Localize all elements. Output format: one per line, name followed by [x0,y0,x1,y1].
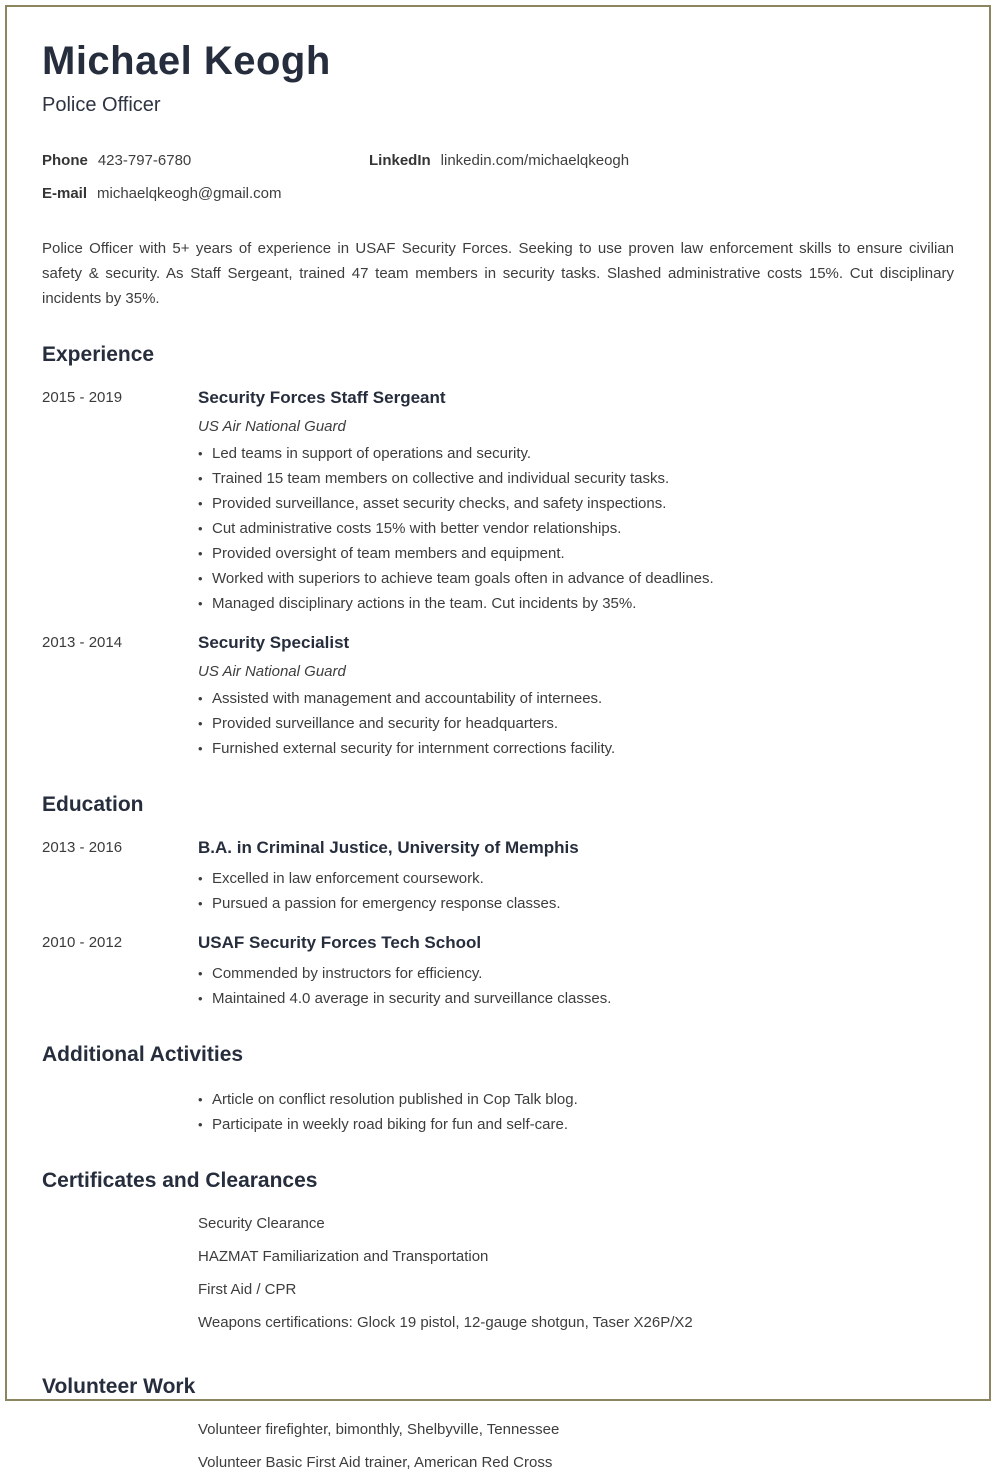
additional-activities-body [42,1085,954,1137]
resume-header [42,38,954,210]
bullet-dot-icon [198,1087,212,1112]
bullet-item: • Cut administrative costs 15% with better vendor relationships. [198,516,954,541]
bullet-item: • Pursued a passion for emergency response classes. [198,891,954,916]
entry-title: USAF Security Forces Tech School [198,933,482,952]
bullet-item: • Furnished external security for internment corrections facility. [198,736,954,761]
section-heading-additional-activities: Additional Activities [42,1043,244,1066]
entry-bullets [198,441,954,616]
bullet-item: • Provided oversight of team members and equipment. [198,541,954,566]
bullet-item: • Excelled in law enforcement coursework. [198,866,954,891]
bullet-dot-icon [198,891,212,916]
bullet-dot-icon [198,441,212,466]
contact-phone [42,152,369,169]
certificate-item: Weapons certifications: Glock 19 pistol, 12-gauge shotgun, Taser X26P/X2 [198,1314,693,1331]
bullet-item: • Maintained 4.0 average in security and surveillance classes. [198,986,954,1011]
entry-bullets [198,1087,954,1137]
education-entry [42,930,954,1011]
email-value: michaelqkeogh@gmail.com [97,185,282,202]
entry-title: B.A. in Criminal Justice, University of Memphis [198,838,579,857]
bullet-dot-icon [198,516,212,541]
candidate-job-title: Police Officer [42,94,161,116]
section-heading-experience: Experience [42,343,155,366]
volunteer-body [42,1417,954,1483]
bullet-item: • Trained 15 team members on collective and individual security tasks. [198,466,954,491]
entry-bullets [198,961,954,1011]
entry-dates: 2013 - 2014 [42,634,123,651]
bullet-item: • Provided surveillance, asset security checks, and safety inspections. [198,491,954,516]
entry-organization: US Air National Guard [198,418,346,435]
section-heading-volunteer: Volunteer Work [42,1375,196,1398]
bullet-dot-icon [198,591,212,616]
professional-summary: Police Officer with 5+ years of experience in USAF Security Forces. Seeking to use proven law enforcement skills to ensure civilian safety & security. As Staff Sergeant, trained 47 team members in security tasks. Slashed administrative costs 15%. Cut disciplinary incidents by 35%. [42,240,954,307]
linkedin-label: LinkedIn [369,152,431,169]
bullet-dot-icon [198,961,212,986]
email-label: E-mail [42,185,88,202]
bullet-dot-icon [198,866,212,891]
section-heading-education: Education [42,793,144,816]
bullet-item: • Worked with superiors to achieve team goals often in advance of deadlines. [198,566,954,591]
volunteer-item: Volunteer firefighter, bimonthly, Shelbyville, Tennessee [198,1421,560,1438]
bullet-item: • Managed disciplinary actions in the team. Cut incidents by 35%. [198,591,954,616]
bullet-dot-icon [198,736,212,761]
bullet-item: • Article on conflict resolution published in Cop Talk blog. [198,1087,954,1112]
bullet-dot-icon [198,566,212,591]
entry-dates: 2013 - 2016 [42,839,123,856]
certificate-item: HAZMAT Familiarization and Transportation [198,1248,489,1265]
bullet-item: • Led teams in support of operations and security. [198,441,954,466]
linkedin-value: linkedin.com/michaelqkeogh [440,152,630,169]
contact-linkedin [369,152,954,169]
bullet-dot-icon [198,686,212,711]
bullet-dot-icon [198,541,212,566]
entry-dates: 2015 - 2019 [42,389,123,406]
phone-label: Phone [42,152,88,169]
certificate-item: First Aid / CPR [198,1281,297,1298]
contact-email [42,185,369,202]
phone-value: 423-797-6780 [97,152,192,169]
contact-section [42,144,954,210]
education-entry [42,835,954,916]
entry-title: Security Forces Staff Sergeant [198,388,446,407]
bullet-item: • Commended by instructors for efficiency. [198,961,954,986]
bullet-dot-icon [198,711,212,736]
bullet-item: • Assisted with management and accountability of internees. [198,686,954,711]
entry-title: Security Specialist [198,633,350,652]
experience-entry [42,385,954,616]
bullet-dot-icon [198,986,212,1011]
section-heading-certificates: Certificates and Clearances [42,1169,318,1192]
bullet-item: • Provided surveillance and security for headquarters. [198,711,954,736]
volunteer-item: Volunteer Basic First Aid trainer, American Red Cross [198,1454,553,1471]
entry-bullets [198,866,954,916]
bullet-dot-icon [198,491,212,516]
bullet-item: • Participate in weekly road biking for fun and self-care. [198,1112,954,1137]
entry-organization: US Air National Guard [198,663,346,680]
bullet-dot-icon [198,1112,212,1137]
entry-dates: 2010 - 2012 [42,934,123,951]
certificates-body [42,1211,954,1343]
certificate-item: Security Clearance [198,1215,325,1232]
experience-entry [42,630,954,761]
entry-bullets [198,686,954,761]
candidate-name: Michael Keogh [42,39,331,83]
bullet-dot-icon [198,466,212,491]
